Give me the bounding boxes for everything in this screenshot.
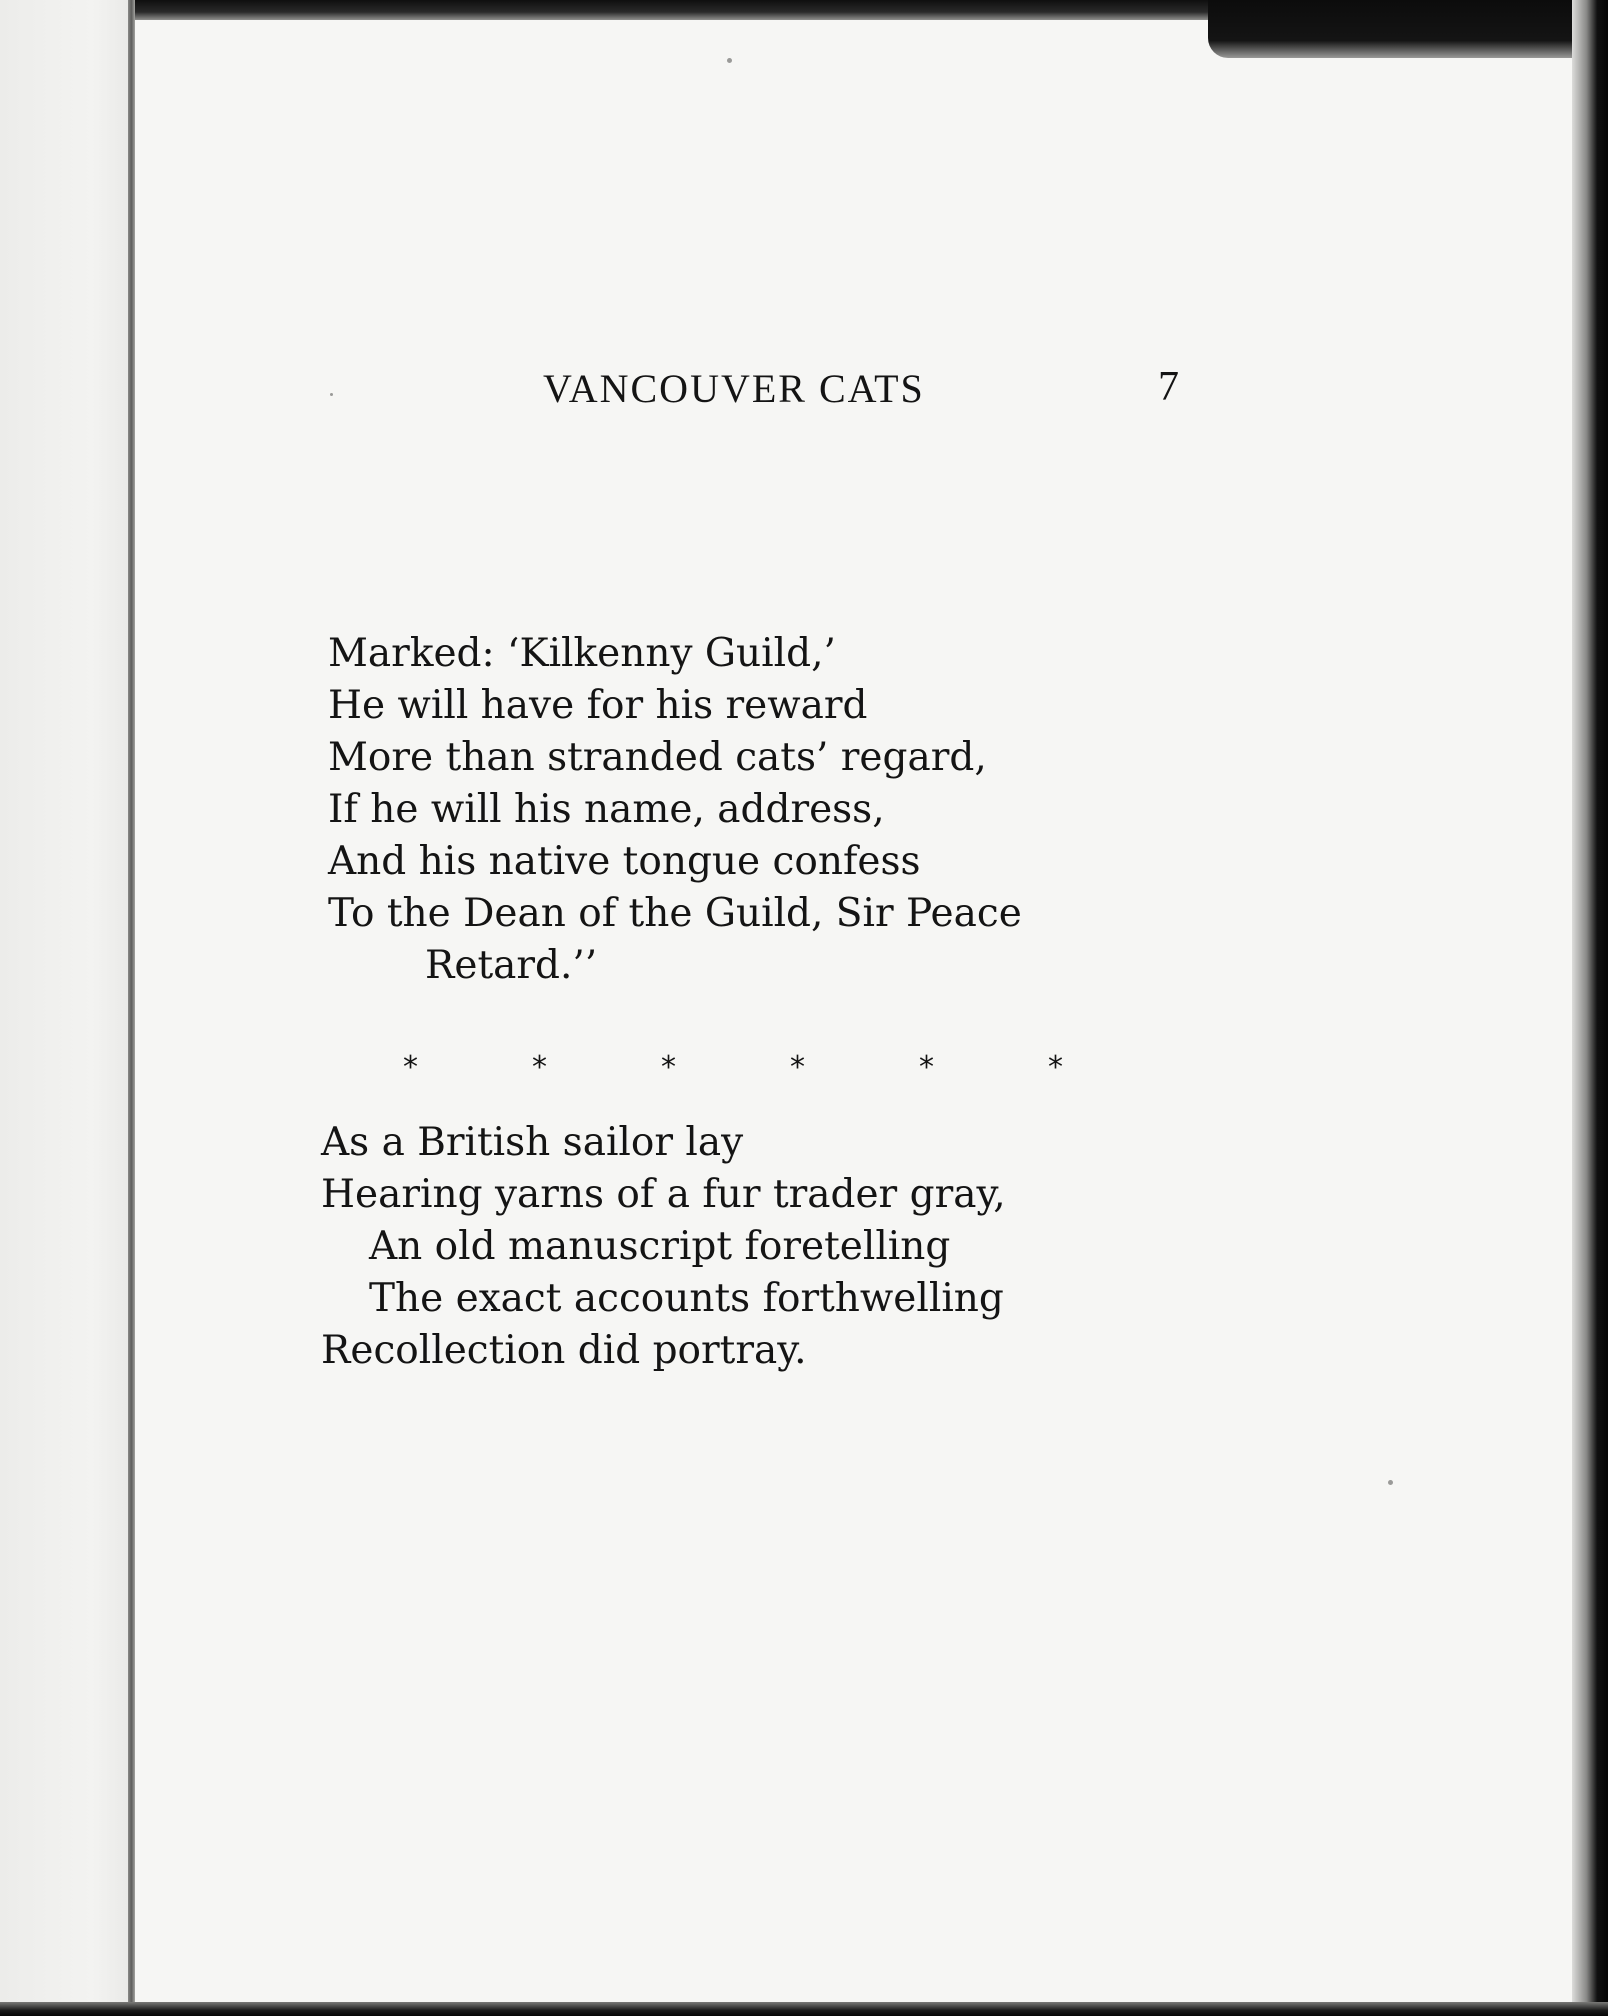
book-page (135, 20, 1572, 2002)
verse-line: And his native tongue confess (328, 839, 921, 884)
scan-right-edge (1572, 0, 1608, 2016)
stanza-1 (328, 628, 1022, 992)
verse-line: More than stranded cats’ regard, (328, 735, 987, 780)
verse-line: As a British sailor lay (321, 1120, 744, 1165)
verse-line: If he will his name, address, (328, 787, 885, 832)
page-number: 7 (1158, 364, 1179, 410)
asterisk-mark: * (403, 1050, 418, 1085)
verse-line: To the Dean of the Guild, Sir Peace (328, 891, 1022, 936)
verse-line: Recollection did portray. (321, 1328, 807, 1373)
asterisk-mark: * (790, 1050, 805, 1085)
verse-line-indented: An old manuscript foretelling (369, 1224, 951, 1269)
book-gutter (128, 0, 135, 2016)
asterisk-mark: * (661, 1050, 676, 1085)
verse-line: Marked: ‘Kilkenny Guild,’ (328, 631, 836, 676)
asterisk-mark: * (919, 1050, 934, 1085)
verse-line: Hearing yarns of a fur trader gray, (321, 1172, 1006, 1217)
verse-line-continuation: Retard.’’ (425, 943, 598, 988)
section-divider (403, 1048, 1063, 1088)
scan-bottom-edge (0, 2002, 1608, 2016)
asterisk-mark: * (1048, 1050, 1063, 1085)
asterisk-mark: * (532, 1050, 547, 1085)
verse-line: He will have for his reward (328, 683, 868, 728)
verse-line-indented: The exact accounts forthwelling (369, 1276, 1004, 1321)
left-page-margin (0, 0, 132, 2016)
running-title: VANCOUVER CATS (543, 366, 925, 411)
scan-top-edge (135, 0, 1608, 20)
stanza-2 (321, 1117, 1006, 1377)
